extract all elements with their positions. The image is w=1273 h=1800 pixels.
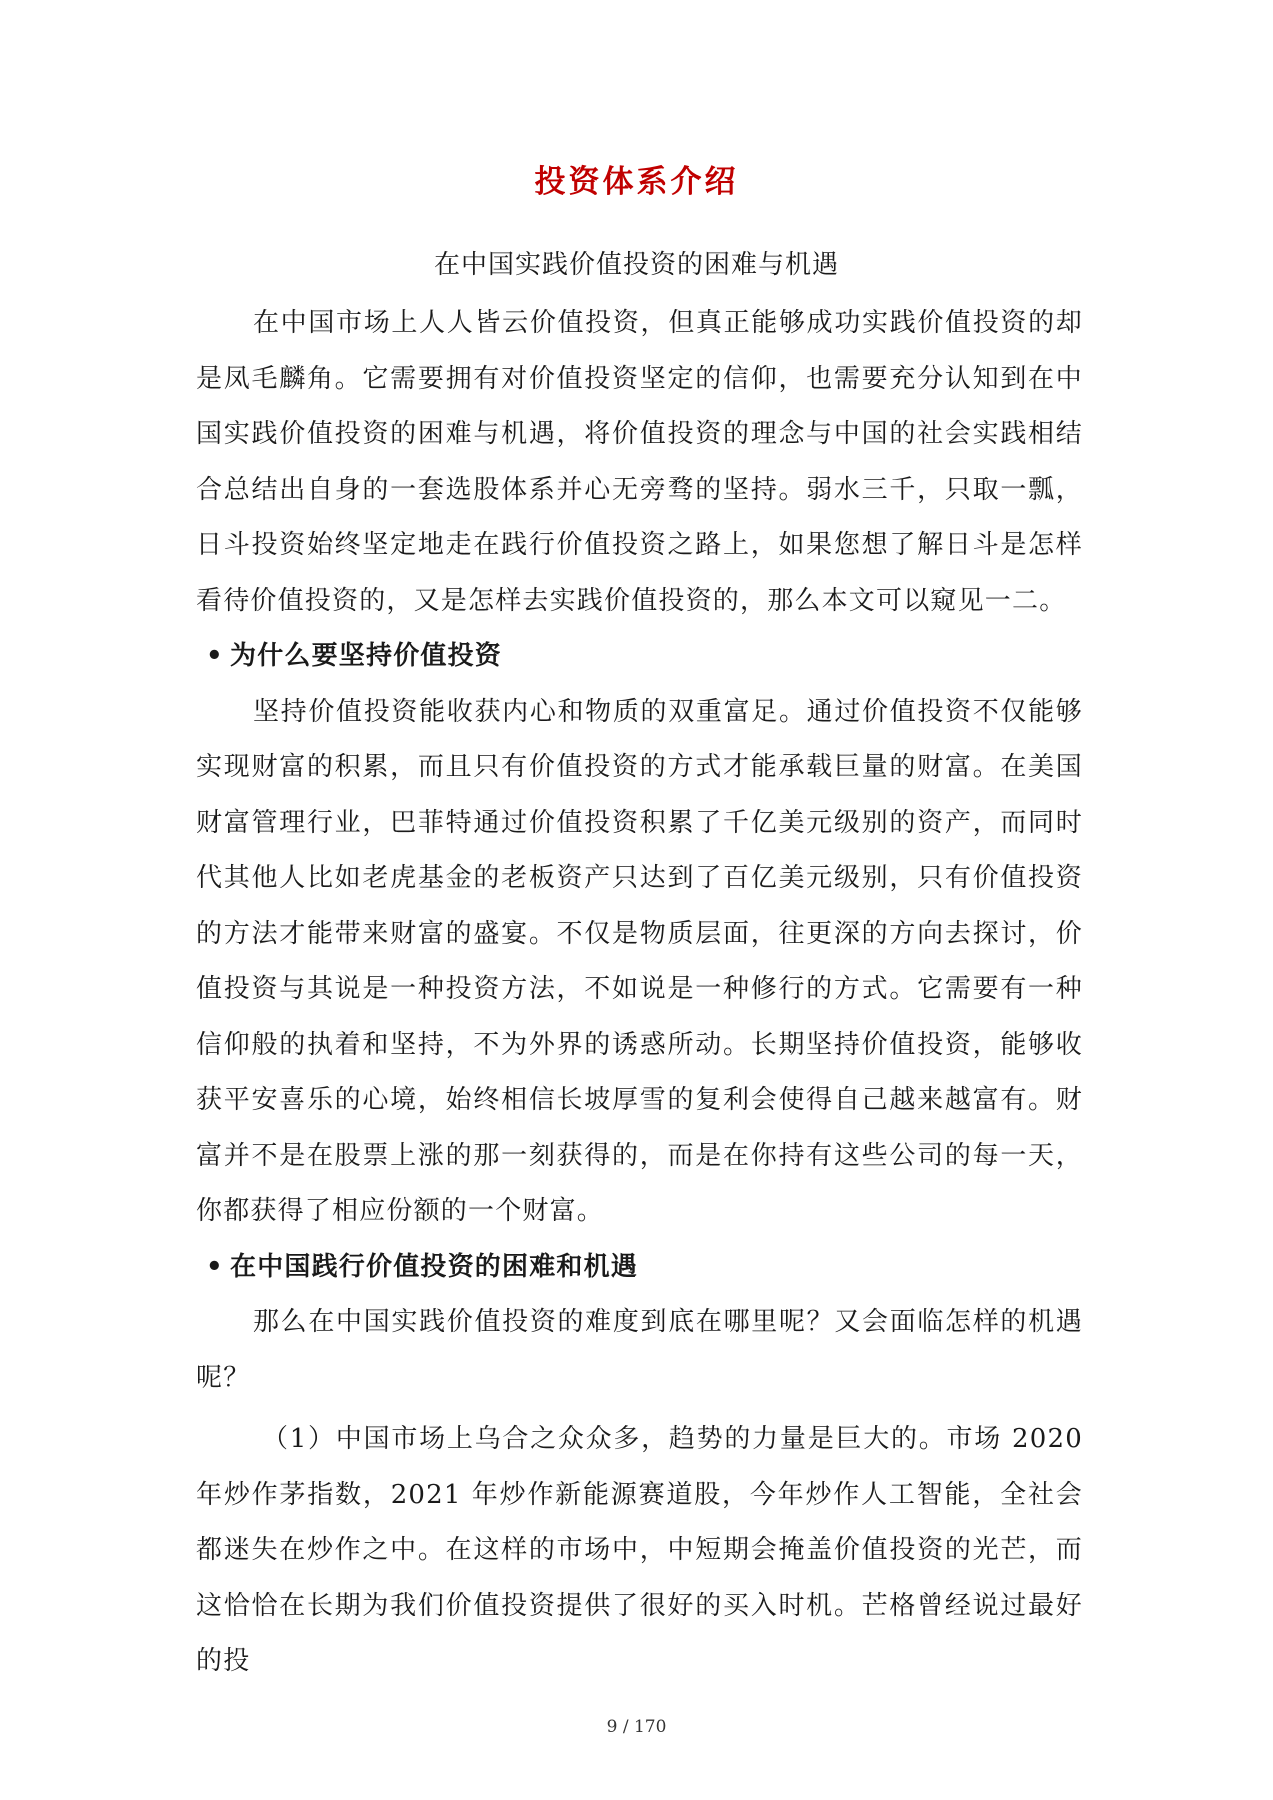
- intro-paragraph: 在中国市场上人人皆云价值投资，但真正能够成功实践价值投资的却是凤毛麟角。它需要拥有对价值投资坚定的信仰，也需要充分认知到在中国实践价值投资的困难与机遇，将价值投资的理念与中国的社会实践相结合总结出自身的一套选股体系并心无旁骛的坚持。弱水三千，只取一瓢，日斗投资始终坚定地走在践行价值投资之路上，如果您想了解日斗是怎样看待价值投资的，又是怎样去实践价值投资的，那么本文可以窥见一二。: [196, 308, 1083, 616]
- document-body: [196, 296, 1083, 1690]
- bullet-heading-text: 在中国践行价值投资的困难和机遇: [230, 1251, 639, 1282]
- page-number: 9 / 170: [606, 1717, 667, 1737]
- bullet-icon: •: [206, 1251, 224, 1282]
- document-title: 投资体系介绍: [534, 164, 739, 200]
- bullet-heading-text: 为什么要坚持价值投资: [230, 641, 503, 671]
- difficulties-intro-paragraph: 那么在中国实践价值投资的难度到底在哪里呢？又会面临怎样的机遇呢？: [196, 1307, 1083, 1393]
- bullet-heading-why-value-investing: [196, 629, 1083, 685]
- bullet-heading-difficulties-opportunities: [196, 1240, 1083, 1296]
- numbered-paragraph-1: （1）中国市场上乌合之众众多，趋势的力量是巨大的。市场 2020 年炒作茅指数，2021 年炒作新能源赛道股，今年炒作人工智能，全社会都迷失在炒作之中。在这样的市场中，中短期会掩盖价值投资的光芒，而这恰恰在长期为我们价值投资提供了很好的买入时机。芒格曾经说过最好的投: [196, 1424, 1083, 1676]
- bullet-icon: •: [206, 641, 224, 671]
- why-value-investing-paragraph: 坚持价值投资能收获内心和物质的双重富足。通过价值投资不仅能够实现财富的积累，而且只有价值投资的方式才能承载巨量的财富。在美国财富管理行业，巴菲特通过价值投资积累了千亿美元级别的资产，而同时代其他人比如老虎基金的老板资产只达到了百亿美元级别，只有价值投资的方法才能带来财富的盛宴。不仅是物质层面，往更深的方向去探讨，价值投资与其说是一种投资方法，不如说是一种修行的方式。它需要有一种信仰般的执着和坚持，不为外界的诱惑所动。长期坚持价值投资，能够收获平安喜乐的心境，始终相信长坡厚雪的复利会使得自己越来越富有。财富并不是在股票上涨的那一刻获得的，而是在你持有这些公司的每一天，你都获得了相应份额的一个财富。: [196, 696, 1083, 1226]
- section-title: 在中国实践价值投资的困难与机遇: [433, 250, 839, 280]
